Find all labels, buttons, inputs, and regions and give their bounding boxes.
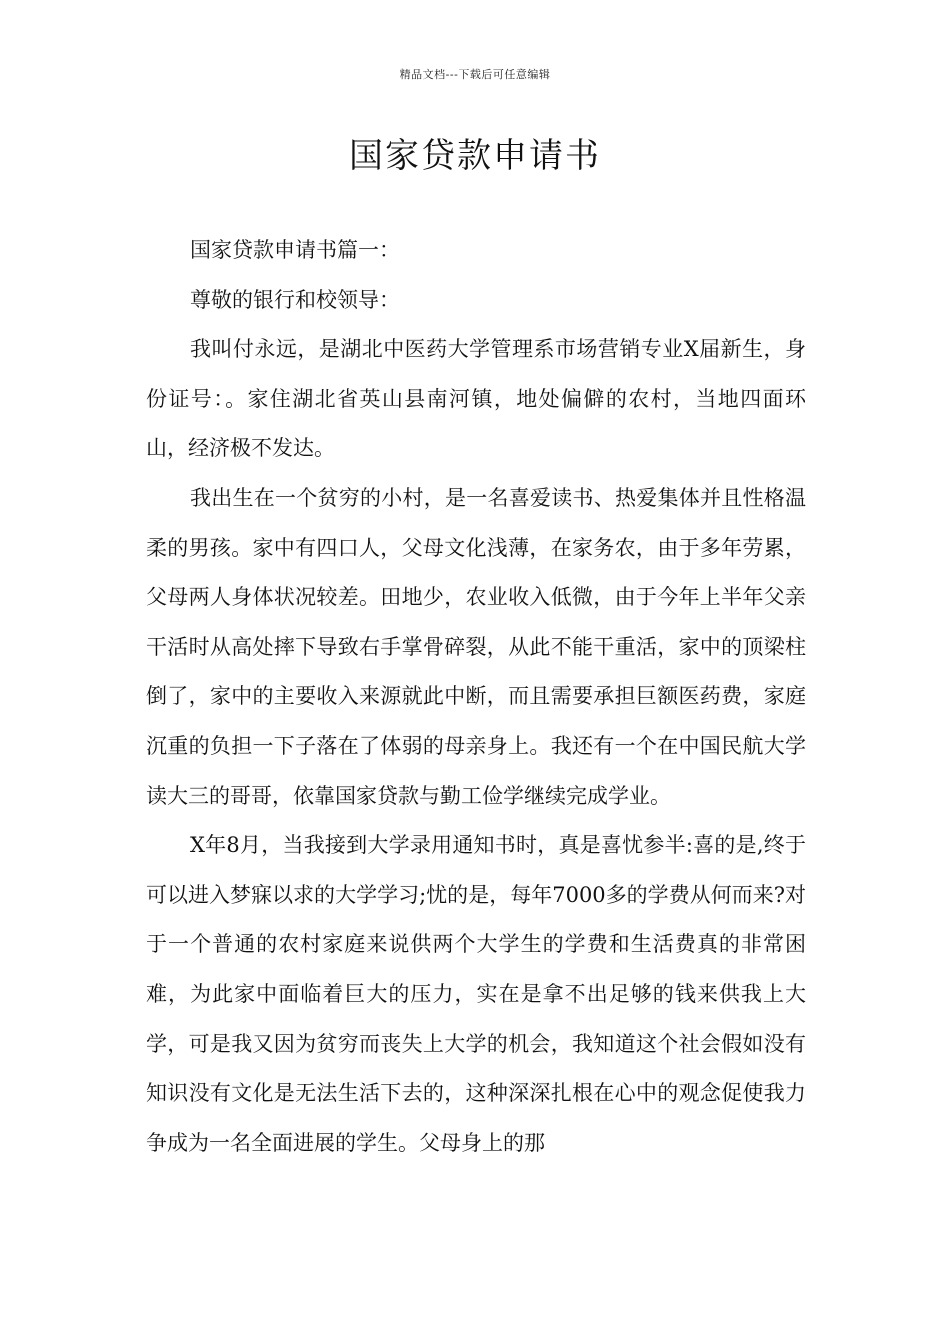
paragraph-subtitle: 国家贷款申请书篇一： bbox=[190, 238, 400, 262]
paragraph-salutation: 尊敬的银行和校领导： bbox=[190, 287, 400, 312]
document-body bbox=[146, 226, 806, 1168]
paragraph-family-background: 我出生在一个贫穷的小村，是一名喜爱读书、热爱集体并且性格温柔的男孩。家中有四口人，父母文化浅薄，在家务农，由于多年劳累，父母两人身体状况较差。田地少，农业收入低微，由于今年上半年父亲干活时从高处摔下导致右手掌骨碎裂，从此不能干重活，家中的顶梁柱倒了，家中的主要收入来源就此中断，而且需要承担巨额医药费，家庭沉重的负担一下子落在了体弱的母亲身上。我还有一个在中国民航大学读大三的哥哥，依靠国家贷款与勤工俭学继续完成学业。 bbox=[146, 485, 806, 808]
paragraph-introduction: 我叫付永远，是湖北中医药大学管理系市场营销专业X届新生，身份证号：。家住湖北省英山县南河镇，地处偏僻的农村，当地四面环山，经济极不发达。 bbox=[146, 337, 806, 461]
paragraph-admission: X年8月，当我接到大学录用通知书时，真是喜忧参半:喜的是,终于可以进入梦寐以求的大学学习;忧的是，每年7000多的学费从何而来?对于一个普通的农村家庭来说供两个大学生的学费和生活费真的非常困难，为此家中面临着巨大的压力，实在是拿不出足够的钱来供我上大学，可是我又因为贫穷而丧失上大学的机会，我知道这个社会假如没有知识没有文化是无法生活下去的，这种深深扎根在心中的观念促使我力争成为一名全面进展的学生。父母身上的那 bbox=[146, 833, 806, 1155]
header-note: 精品文档---下载后可任意编辑 bbox=[399, 68, 551, 81]
document-title: 国家贷款申请书 bbox=[349, 136, 601, 176]
